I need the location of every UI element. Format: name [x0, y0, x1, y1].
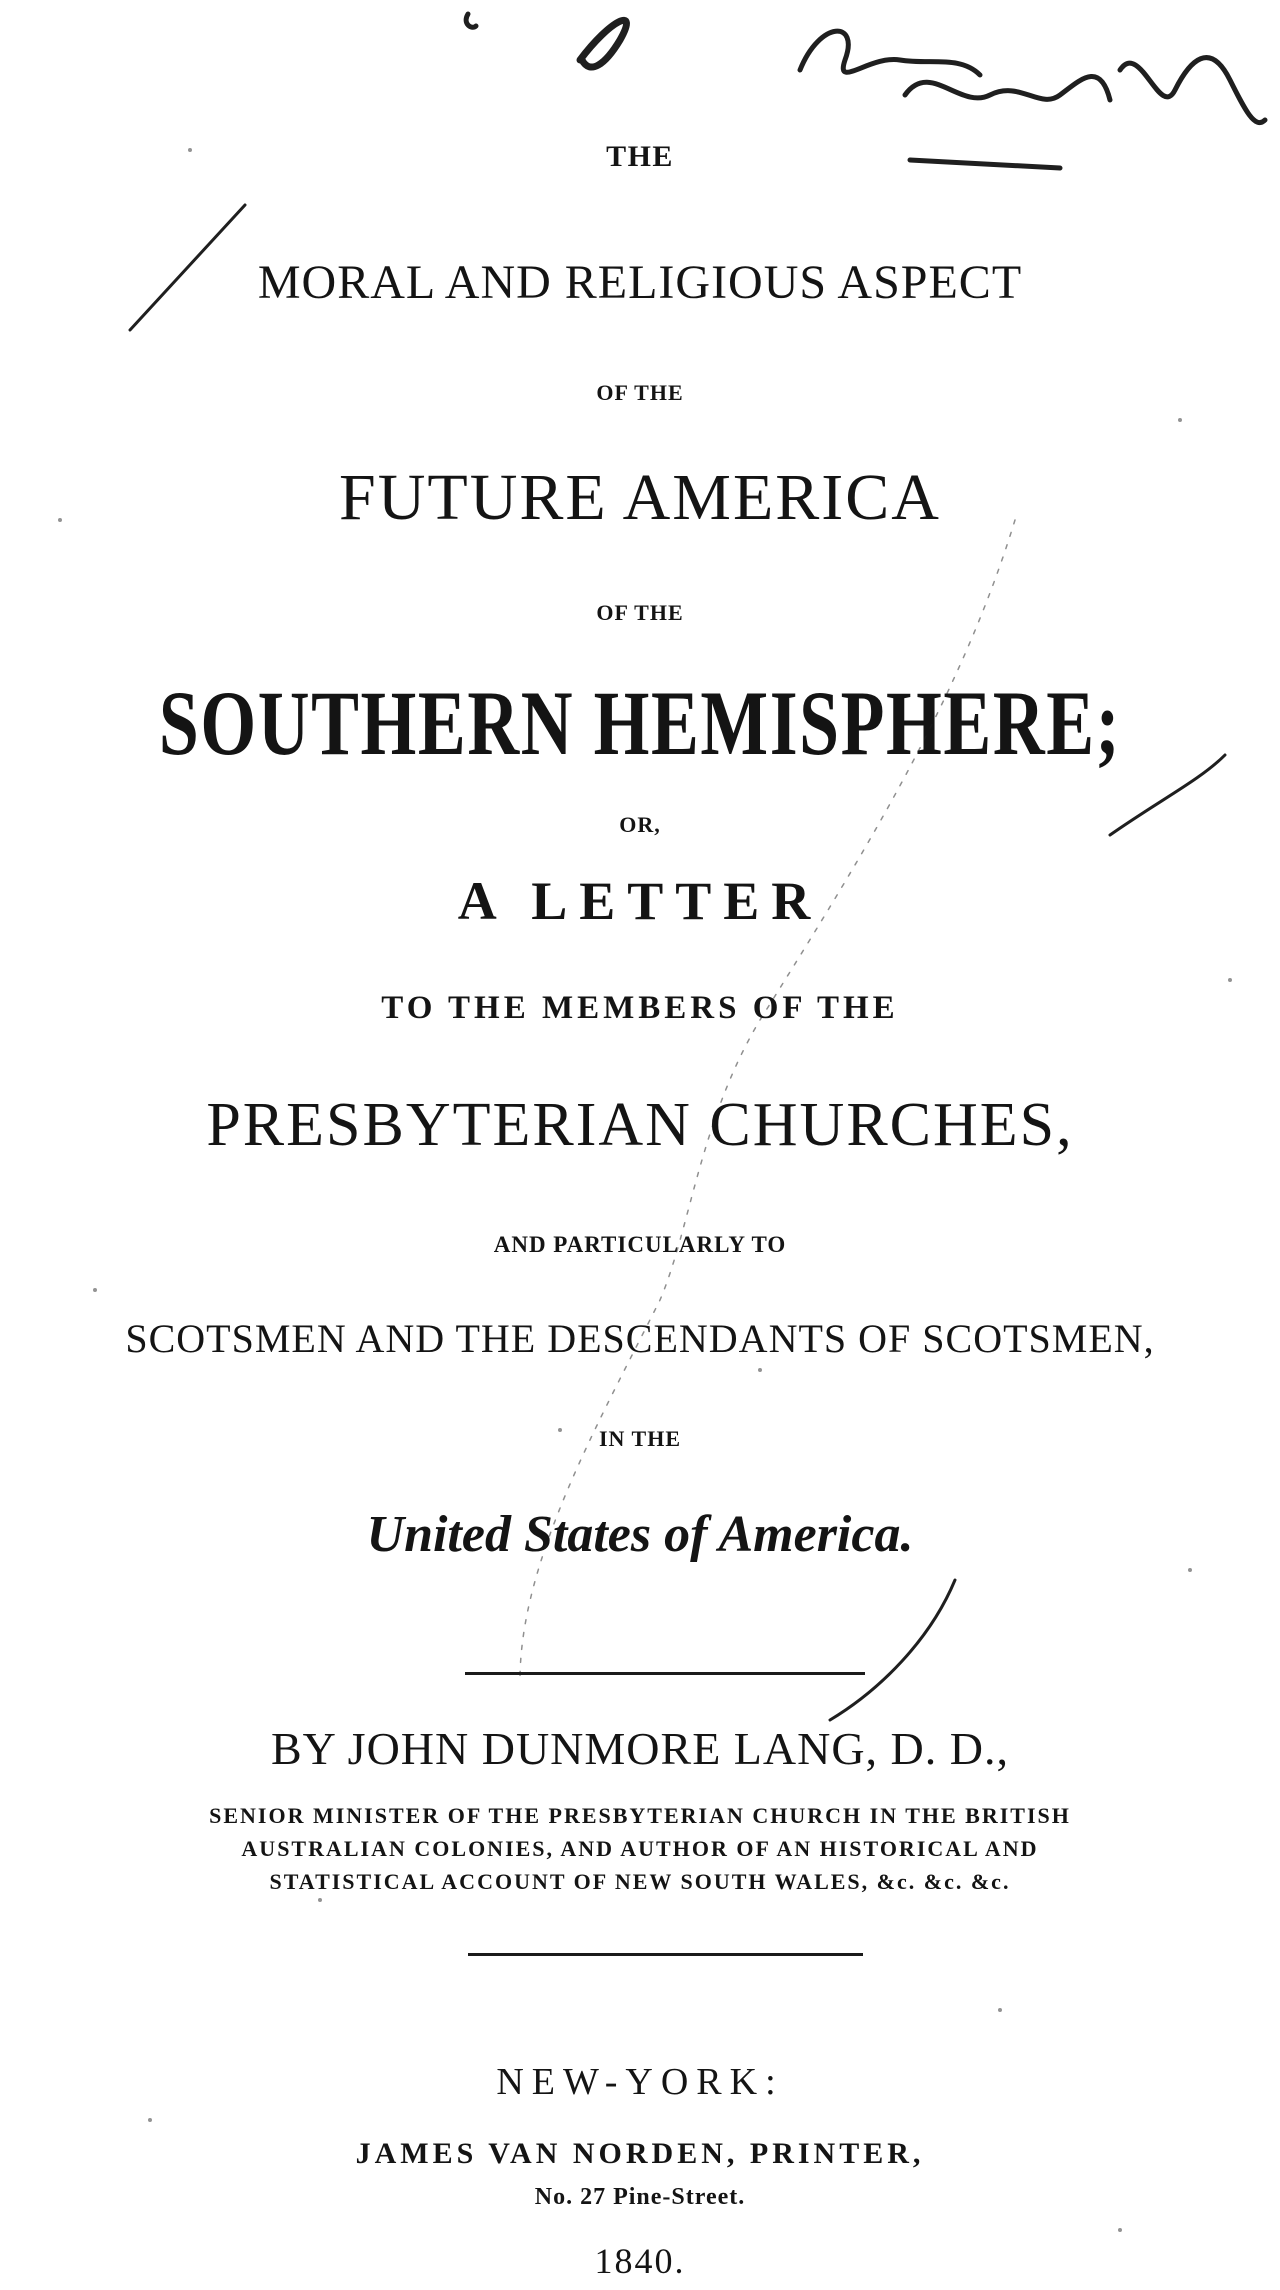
title-scotsmen: SCOTSMEN AND THE DESCENDANTS OF SCOTSMEN,: [125, 1316, 1155, 1361]
imprint-year: 1840.: [594, 2241, 686, 2281]
title-future-america: FUTURE AMERICA: [339, 461, 941, 534]
divider-rule-top: [465, 1672, 865, 1675]
author-byline: BY JOHN DUNMORE LANG, D. D.,: [270, 1723, 1009, 1774]
author-credentials-line-1: SENIOR MINISTER OF THE PRESBYTERIAN CHURCH IN THE BRITISH: [209, 1803, 1071, 1828]
imprint-city: NEW-YORK:: [496, 2061, 784, 2103]
title-or: OR,: [619, 812, 661, 837]
title-southern-hemisphere: SOUTHERN HEMISPHERE;: [158, 672, 1122, 774]
title-united-states: United States of America.: [366, 1506, 914, 1563]
author-credentials-line-2: AUSTRALIAN COLONIES, AND AUTHOR OF AN HISTORICAL AND: [241, 1836, 1039, 1861]
title-in-the: IN THE: [598, 1426, 681, 1451]
author-credentials-line-3: STATISTICAL ACCOUNT OF NEW SOUTH WALES, &c. &c. &c.: [269, 1869, 1011, 1894]
title-and-particularly-to: AND PARTICULARLY TO: [493, 1232, 787, 1257]
title-presbyterian-churches: PRESBYTERIAN CHURCHES,: [206, 1091, 1074, 1159]
title-of-the-2: OF THE: [596, 600, 684, 625]
title-of-the-1: OF THE: [596, 380, 684, 405]
title-a-letter: A LETTER: [457, 871, 823, 931]
pencil-stroke-lower: [830, 1580, 955, 1720]
divider-rule-bottom: [468, 1953, 863, 1956]
imprint-printer: JAMES VAN NORDEN, PRINTER,: [355, 2137, 925, 2170]
ink-mark-top: [580, 20, 626, 67]
title-to-the-members: TO THE MEMBERS OF THE: [381, 990, 899, 1026]
ink-dot-top-left: [466, 14, 476, 27]
title-moral-religious-aspect: MORAL AND RELIGIOUS ASPECT: [257, 256, 1023, 309]
title-the: THE: [606, 140, 674, 173]
imprint-street: No. 27 Pine-Street.: [534, 2184, 746, 2210]
